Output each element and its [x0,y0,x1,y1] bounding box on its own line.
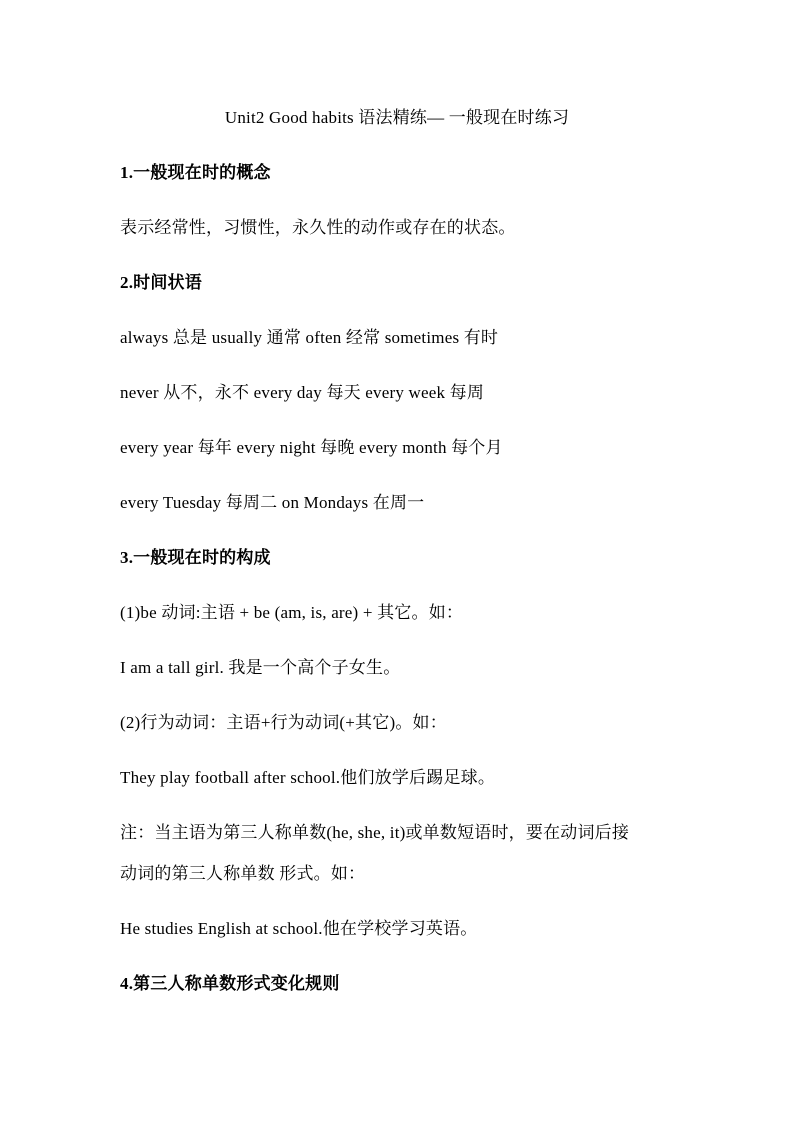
example-sentence: He studies English at school.他在学校学习英语。 [120,919,478,938]
section-1-text: 表示经常性，习惯性，永久性的动作或存在的状态。 [120,218,516,237]
section-2-heading: 2.时间状语 [120,273,202,292]
construction-line: (1)be 动词:主语 + be (am, is, are) + 其它。如： [120,603,464,622]
time-adverbial-line: every year 每年 every night 每晚 every month 每个月 [120,438,503,457]
time-adverbial-line: every Tuesday 每周二 on Mondays 在周一 [120,493,425,512]
note-line: 动词的第三人称单数 形式。如： [120,864,366,883]
section-4-heading: 4.第三人称单数形式变化规则 [120,974,340,993]
construction-line: (2)行为动词：主语+行为动词(+其它)。如： [120,713,447,732]
section-1-heading: 1.一般现在时的概念 [120,163,271,182]
time-adverbial-line: always 总是 usually 通常 often 经常 sometimes 有时 [120,328,499,347]
time-adverbial-line: never 从不，永不 every day 每天 every week 每周 [120,383,485,402]
example-sentence: I am a tall girl. 我是一个高个子女生。 [120,658,401,677]
section-3-heading: 3.一般现在时的构成 [120,548,271,567]
note-line: 注：当主语为第三人称单数(he, she, it)或单数短语时，要在动词后接 [120,823,630,842]
page-title: Unit2 Good habits 语法精练— 一般现在时练习 [224,108,570,127]
example-sentence: They play football after school.他们放学后踢足球。 [120,768,496,787]
